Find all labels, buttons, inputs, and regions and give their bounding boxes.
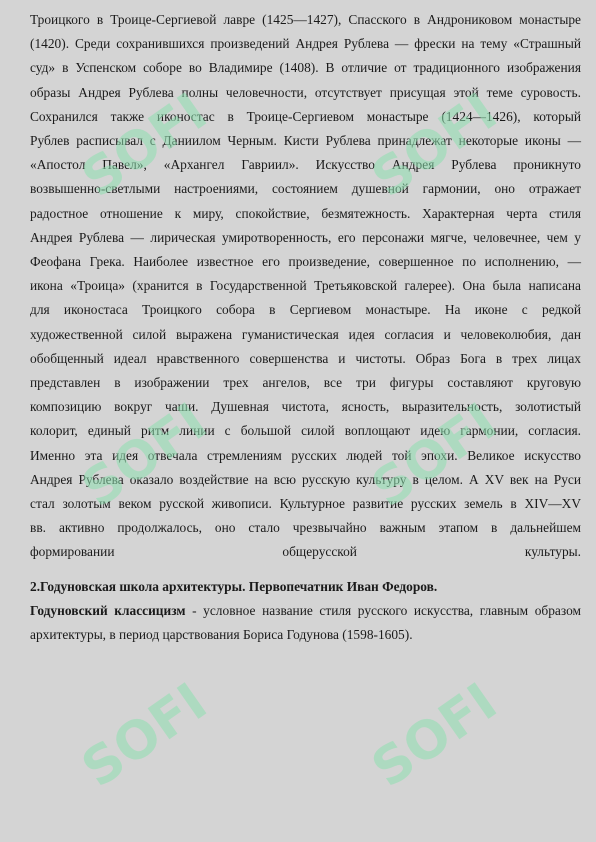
watermark-text: SOFI [71,392,218,520]
watermark-text: SOFI [361,82,508,210]
paragraph-line: представлен в изображении трех ангелов, все три фигуры составляют круговую [30,375,581,391]
term-godunov-classicism: Годуновский классицизм [30,602,186,618]
paragraph-line: образы Андрея Рублева полны человечности, отсутствует присущая этой теме суровость. [30,84,581,100]
watermark-logo-icon [70,672,218,810]
paragraph-line: Сохранился также иконостас в Троице-Сергиевом монастыре (1424—1426), который [30,108,581,124]
paragraph-godunov-text: - условное название стиля русского искусства, главным образом архитектуры, в период царствования Бориса Годунова (1598-1605). [30,602,581,642]
watermark-text: SOFI [71,82,218,210]
document-page [30,8,581,647]
watermark-text: SOFI [361,672,508,800]
watermark-text: SOFI [361,392,508,520]
paragraph-line: композицию вокруг чаши. Душевная чистота, ясность, выразительность, золотистый [30,399,581,415]
paragraph-line: Андрея Рублева оказало воздействие на всю русскую культуру в целом. А XV век на Руси [30,471,581,487]
paragraph-line: Андрея Рублева — лирическая умиротворенность, его персонажи мягче, человечнее, чем у [30,229,581,245]
section-heading: 2.Годуновская школа архитектуры. Первопечатник Иван Федоров. [30,578,438,594]
paragraph-line: колорит, единый ритм линии с большой силой воплощают идею гармонии, согласия. [30,423,581,439]
paragraph-line: суд» в Успенском соборе во Владимире (1408). В отличие от традиционного изображения [30,60,581,76]
paragraph-line: обобщенный идеал нравственного совершенства и чистоты. Образ Бога в трех лицах [30,350,581,366]
paragraph-line: радостное отношение к миру, спокойствие, безмятежность. Характерная черта стиля [30,205,581,221]
paragraph-godunov [30,599,581,647]
paragraph-line: художественной силой выражена гуманистическая идея согласия и человеколюбия, дан [30,326,581,342]
paragraph-line: возвышенно-светлыми настроениями, состоянием душевной гармонии, оно отражает [30,181,581,197]
paragraph-line: Троицкого в Троице-Сергиевой лавре (1425—1427), Спасского в Андрониковом монастыре [30,12,581,27]
paragraph-line: стал золотым веком русской живописи. Культурное развитие русских земель в XIV—XV [30,496,581,512]
paragraph-line: формировании общерусской культуры. [30,544,581,560]
paragraph-line: для иконостаса Троицкого собора в Сергиевом монастыре. На иконе с редкой [30,302,581,318]
watermark-text: SOFI [71,672,218,800]
paragraph-line: икона «Троица» (хранится в Государственной Третьяковской галерее). Она была написана [30,278,581,294]
paragraph-line: Рублев расписывал с Даниилом Черным. Кисти Рублева принадлежат некоторые иконы — [30,133,581,149]
watermark-logo-icon [360,672,508,810]
paragraph-line: вв. активно продолжалось, оно стало чрезвычайно важным этапом в дальнейшем [30,520,581,536]
paragraph-rublev [30,8,581,565]
paragraph-line: Феофана Грека. Наиболее известное его произведение, совершенное по исполнению, — [30,254,581,270]
paragraph-line: «Апостол Павел», «Архангел Гавриил». Искусство Андрея Рублева проникнуто [30,157,581,173]
paragraph-line: Именно эта идея отвечала стремлениям русских людей той эпохи. Великое искусство [30,447,581,463]
paragraph-line: (1420). Среди сохранившихся произведений Андрея Рублева — фрески на тему «Страшный [30,36,581,52]
